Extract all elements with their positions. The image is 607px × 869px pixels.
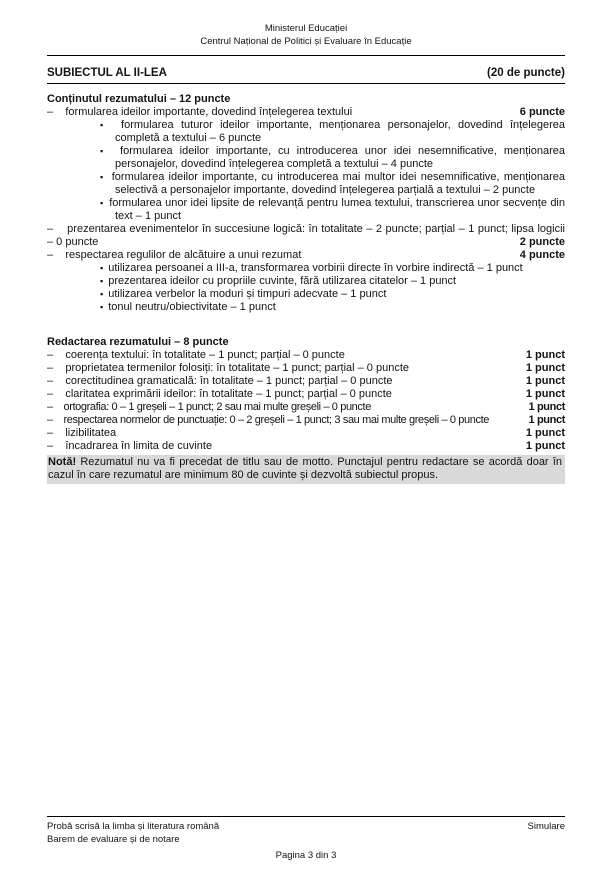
- footer-page-number: Pagina 3 din 3: [275, 850, 337, 861]
- note-text: Rezumatul nu va fi precedat de titlu sau de motto. Punctajul pentru redactare se acordă doar în cazul în care rezumatul are minimum 80 de cuvinte și dezvoltă subiectul propus.: [48, 456, 562, 481]
- criterion-text: prezentarea evenimentelor în succesiune logică: în totalitate – 2 puncte; parțial – 1 punct; lipsa logicii – 0 puncte: [47, 223, 565, 248]
- section-gap: [47, 314, 565, 336]
- note-label: Notă!: [48, 456, 77, 468]
- section-heading-redaction: Redactarea rezumatului – 8 puncte: [47, 336, 229, 348]
- center-name: Centrul Național de Politici și Evaluare în Educație: [200, 36, 412, 47]
- criterion-text: corectitudinea gramaticală: în totalitate – 1 punct; parțial – 0 puncte: [65, 375, 393, 387]
- bullet-list: [47, 262, 565, 314]
- document-content: [47, 22, 565, 484]
- criterion-points: 1 punct: [525, 440, 565, 452]
- header-rule: [47, 55, 565, 56]
- criterion-row: [47, 401, 565, 414]
- section-heading-content: Conținutul rezumatului – 12 puncte: [47, 93, 231, 105]
- criterion-points: 1 punct: [525, 388, 565, 400]
- bullet-item: ▪ tonul neutru/obiectivitate – 1 punct: [47, 301, 565, 314]
- criterion-text: încadrarea în limita de cuvinte: [65, 440, 213, 452]
- note-block: [47, 455, 565, 484]
- criterion-text: proprietatea termenilor folosiți: în totalitate – 1 punct; parțial – 0 puncte: [65, 362, 410, 374]
- criterion-text: lizibilitatea: [65, 427, 117, 439]
- criterion-points: 1 punct: [525, 375, 565, 387]
- bullet-item: ▪ utilizarea verbelor la moduri și timpuri adecvate – 1 punct: [47, 288, 565, 301]
- criterion-text: ortografia: 0 – 1 greșeli – 1 punct; 2 sau mai multe greșeli – 0 puncte: [63, 401, 371, 413]
- criterion-text: respectarea normelor de punctuație: 0 – 2 greșeli – 1 punct; 3 sau mai multe greșeli – 0 puncte: [63, 414, 490, 426]
- subject-heading-row: [47, 67, 565, 84]
- bullet-item: ▪ prezentarea ideilor cu propriile cuvinte, fără utilizarea citatelor – 1 punct: [47, 275, 565, 288]
- criterion-points: 2 puncte: [519, 236, 565, 248]
- footer-doc-type: Barem de evaluare și de notare: [47, 834, 180, 845]
- criterion-row: [47, 375, 565, 388]
- org-header: [47, 22, 565, 48]
- footer-simulare-label: Simulare: [527, 821, 565, 832]
- criterion-row: [47, 427, 565, 440]
- bullet-item: ▪ formularea ideilor importante, cu introducerea mai multor idei nesemnificative, menționarea selectivă a personajelor importante, dovedind înțelegerea parțială a textului – 2 puncte: [47, 171, 565, 197]
- criterion-points: 1 punct: [528, 401, 565, 413]
- criterion-row: [47, 388, 565, 401]
- criterion-row: [47, 106, 565, 119]
- footer-row: [47, 820, 565, 833]
- criterion-row: [47, 349, 565, 362]
- footer-exam-name: Probă scrisă la limba și literatura română: [47, 821, 220, 832]
- ministry-name: Ministerul Educației: [264, 23, 348, 34]
- footer-rule: [47, 816, 565, 817]
- criterion-text: coerența textului: în totalitate – 1 punct; parțial – 0 puncte: [65, 349, 345, 361]
- criterion-row: [47, 362, 565, 375]
- criterion-row: [47, 440, 565, 453]
- criterion-text: formularea ideilor importante, dovedind înțelegerea textului: [65, 106, 353, 118]
- criterion-row: [47, 414, 565, 427]
- criterion-text: respectarea regulilor de alcătuire a unui rezumat: [65, 249, 302, 261]
- bullet-item: ▪ formularea unor idei lipsite de relevanță pentru lumea textului, transcrierea unor secvențe din text – 1 punct: [47, 197, 565, 223]
- criterion-points: 4 puncte: [519, 249, 565, 261]
- bullet-item: ▪ formularea tuturor ideilor importante, menționarea personajelor, dovedind înțelegerea completă a textului – 6 puncte: [47, 119, 565, 145]
- subject-points: (20 de puncte): [487, 67, 565, 79]
- criterion-points: 1 punct: [525, 427, 565, 439]
- bullet-list: [47, 119, 565, 223]
- criterion-row: [47, 249, 565, 262]
- bullet-item: ▪ utilizarea persoanei a III-a, transformarea vorbirii directe în vorbire indirectă – 1 punct: [47, 262, 565, 275]
- criterion-points: 1 punct: [528, 414, 565, 426]
- bullet-item: ▪ formularea ideilor importante, cu introducerea unor idei nesemnificative, menționarea personajelor, dovedind înțelegerea completă a textului – 4 puncte: [47, 145, 565, 171]
- criterion-text: claritatea exprimării ideilor: în totalitate – 1 punct; parțial – 0 puncte: [65, 388, 392, 400]
- criterion-points: 1 punct: [525, 349, 565, 361]
- criterion-points: 6 puncte: [519, 106, 565, 118]
- page-footer: [47, 816, 565, 862]
- criterion-points: 1 punct: [525, 362, 565, 374]
- subject-title: SUBIECTUL AL II-LEA: [47, 67, 167, 79]
- criterion-row: [47, 223, 565, 249]
